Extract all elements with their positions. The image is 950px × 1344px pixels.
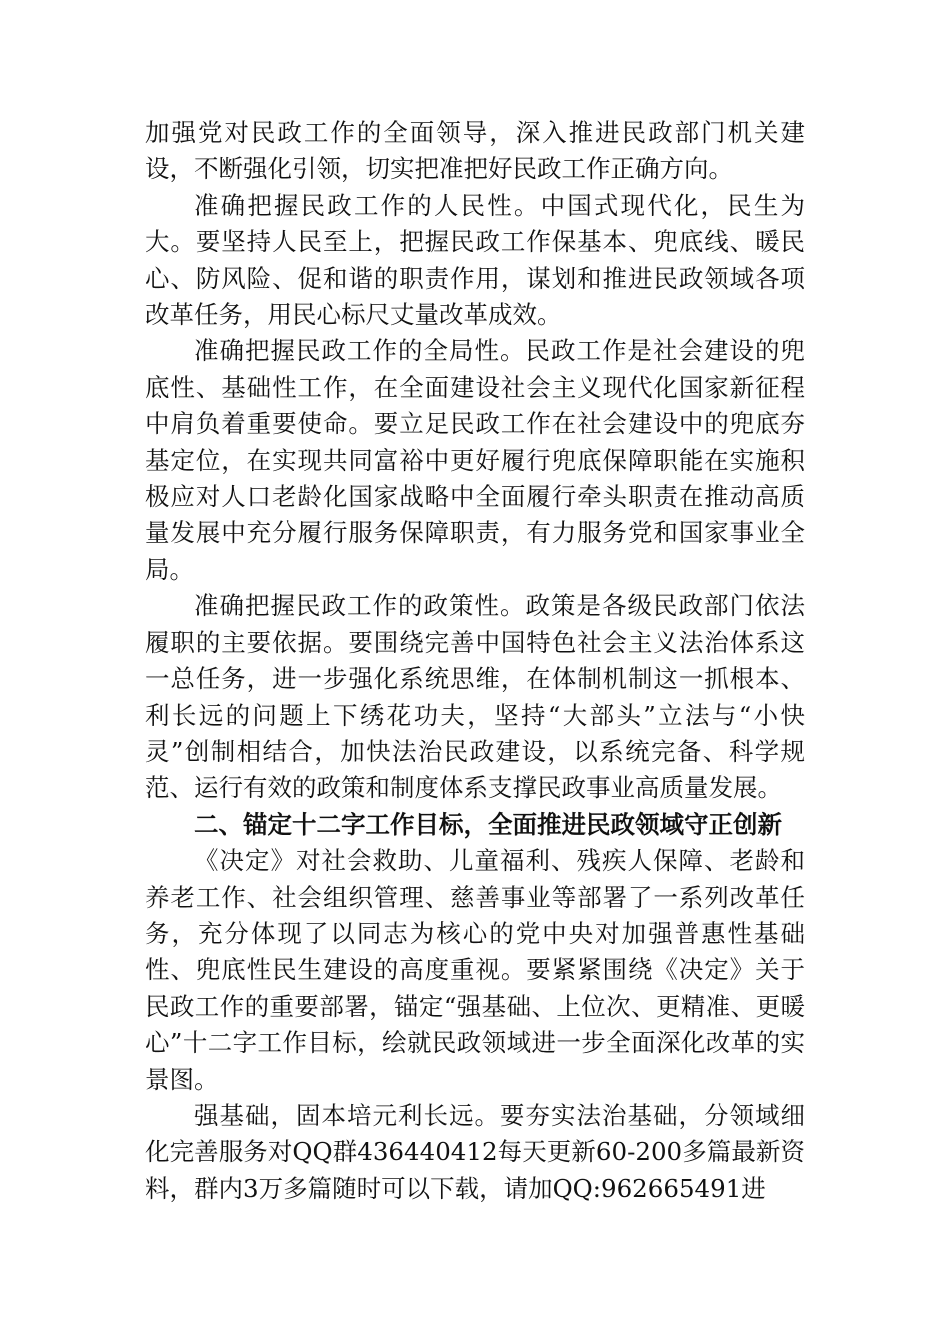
paragraph-decision-overview: 《决定》对社会救助、儿童福利、残疾人保障、老龄和养老工作、社会组织管理、慈善事业等部署了一系列改革任务，充分体现了以同志为核心的党中央对加强普惠性基础性、兜底性民生建设的高度重视。要紧紧围绕《决定》关于民政工作的重要部署，锚定“强基础、上位次、更精准、更暖心”十二字工作目标，绘就民政领域进一步全面深化改革的实景图。 [145, 846, 805, 1094]
section-heading-two: 二、锚定十二字工作目标，全面推进民政领域守正创新 [194, 809, 782, 839]
paragraph-continuation: 加强党对民政工作的全面领导，深入推进民政部门机关建设，不断强化引领，切实把准把好民政工作正确方向。 [145, 118, 805, 184]
paragraph-people-oriented: 准确把握民政工作的人民性。中国式现代化，民生为大。要坚持人民至上，把握民政工作保基本、兜底线、暖民心、防风险、促和谐的职责作用，谋划和推进民政领域各项改革任务，用民心标尺丈量改革成效。 [145, 190, 805, 330]
paragraph-strengthen-foundation: 强基础，固本培元利长远。要夯实法治基础，分领域细化完善服务对QQ群436440412每天更新60-200多篇最新资料，群内3万多篇随时可以下载，请加QQ:962665491进 [145, 1100, 805, 1203]
paragraph-policy-nature: 准确把握民政工作的政策性。政策是各级民政部门依法履职的主要依据。要围绕完善中国特色社会主义法治体系这一总任务，进一步强化系统思维，在体制机制这一抓根本、利长远的问题上下绣花功夫，坚持“大部头”立法与“小快灵”创制相结合，加快法治民政建设，以系统完备、科学规范、运行有效的政策和制度体系支撑民政事业高质量发展。 [145, 591, 805, 803]
document-body [145, 115, 805, 1207]
paragraph-overall-situation: 准确把握民政工作的全局性。民政工作是社会建设的兜底性、基础性工作，在全面建设社会主义现代化国家新征程中肩负着重要使命。要立足民政工作在社会建设中的兜底夯基定位，在实现共同富裕中更好履行兜底保障职能在实施积极应对人口老龄化国家战略中全面履行牵头职责在推动高质量发展中充分履行服务保障职责，有力服务党和国家事业全局。 [145, 336, 805, 584]
